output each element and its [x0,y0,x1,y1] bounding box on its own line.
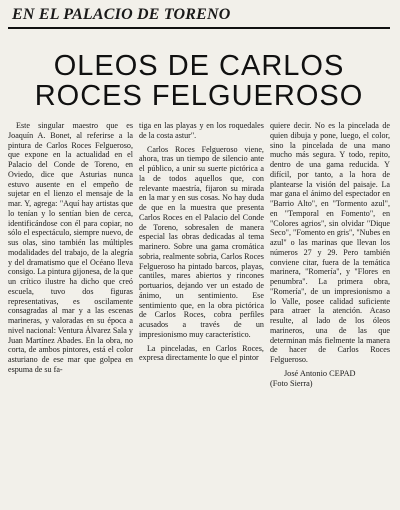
column-2-paragraph-2: Carlos Roces Felgueroso viene, ahora, tras un tiempo de silencio ante el público, a unir su suerte pictórica a la de todos aquellos que, con relevante maestría, fijaron su mirada en la mar y en sus cosas. No hay duda de que en la muestra que presenta Carlos Roces en el Palacio del Conde de Toreno, sobresalen de manera especial las obras dedicadas al tema marinero. Sobre una gama cromática sobria, realmente sobria, Carlos Roces Felgueroso ha pintado barcos, playas, cantiles, mares abiertos y rincones portuarios, dejando ver un estado de ánimo, un sentimiento. Ese sentimiento que, en la obra pictórica de Carlos Roces, cobra perfiles acusados a través de un impresionismo muy característico. [138,144,264,339]
column-2-paragraph-3: La pinceladas, en Carlos Roces, expresa directamente lo que el pintor [138,343,264,363]
headline-line-2: ROCES FELGUEROSO [34,80,364,112]
photo-credit: (Foto Sierra) [269,378,313,388]
column-2-paragraph-1: tiga en las playas y en los roquedales de la costa astur". [138,121,264,140]
article-column-2 [139,121,264,363]
author-name: José Antonio CEPAD [283,368,356,378]
section-header: EN EL PALACIO DE TORENO [8,6,390,29]
article-column-1 [8,121,133,375]
headline-line-1: OLEOS DE CARLOS [53,50,345,82]
article-column-3 [270,121,390,389]
headline [8,51,390,111]
byline [270,369,390,389]
column-3-paragraph-1: quiere decir. No es la pincelada de quien dibuja y pone, luego, el color, sino la pincelada de una mano mucho más segura. Y todo, repito, dentro de una gama reducida. Y difícil, por tanto, a la hora de plantearse la visión del paisaje. La mar gana el ánimo del espectador en "Barrio Alto", en "Tormento azul", en "Temporal en Fomento", en "Colores agrios", sin olvidar "Dique Seco", "Fomento en gris", "Nubes en azul" o las marinas que llevan los números 27 y 29. Pero también conviene citar, fuera de la temática marinera, "Romería", y "Flores en penumbra". La primera obra, "Romería", de un impresionismo a lo Valle, posee calidad suficiente para atraer la atención. Acaso resulte, al lado de los óleos marineros, una de las que determinan más fielmente la manera de hacer de Carlos Roces Felgueroso. [269,121,390,364]
article-body [8,121,390,389]
column-1-paragraph-1: Este singular maestro que es Joaquín A. Bonet, al referirse a la pintura de Carlos Roces Felgueroso, que expone en la actualidad en el Palacio del Conde de Toreno, en Oviedo, dice que Asturias nunca estuvo ausente en el empeño de sujetar en el lienzo el mensaje de la mar. Y, agrega: "Aquí hay artistas que lo tenían y lo sentían bien de cerca, identificándose con él para copiar, no sólo el espectáculo, siempre nuevo, de sus olas, sino también las múltiples modalidades del trabajo, de la alegría y del dramatismo que el Océano lleva consigo. La pintura gijonesa, de la que un crítico ilustre ha dicho que creó escuela, tuvo dos figuras representativas, es oscilamente consagradas al mar y a las escenas marineras, y valoradas en su época a nivel nacional: Ventura Álvarez Sala y Juan Martínez Abades. En la obra, no corta, de ambos pintores, está el color asturiano de ese mar que golpea en espuma de su fa- [8,121,133,374]
